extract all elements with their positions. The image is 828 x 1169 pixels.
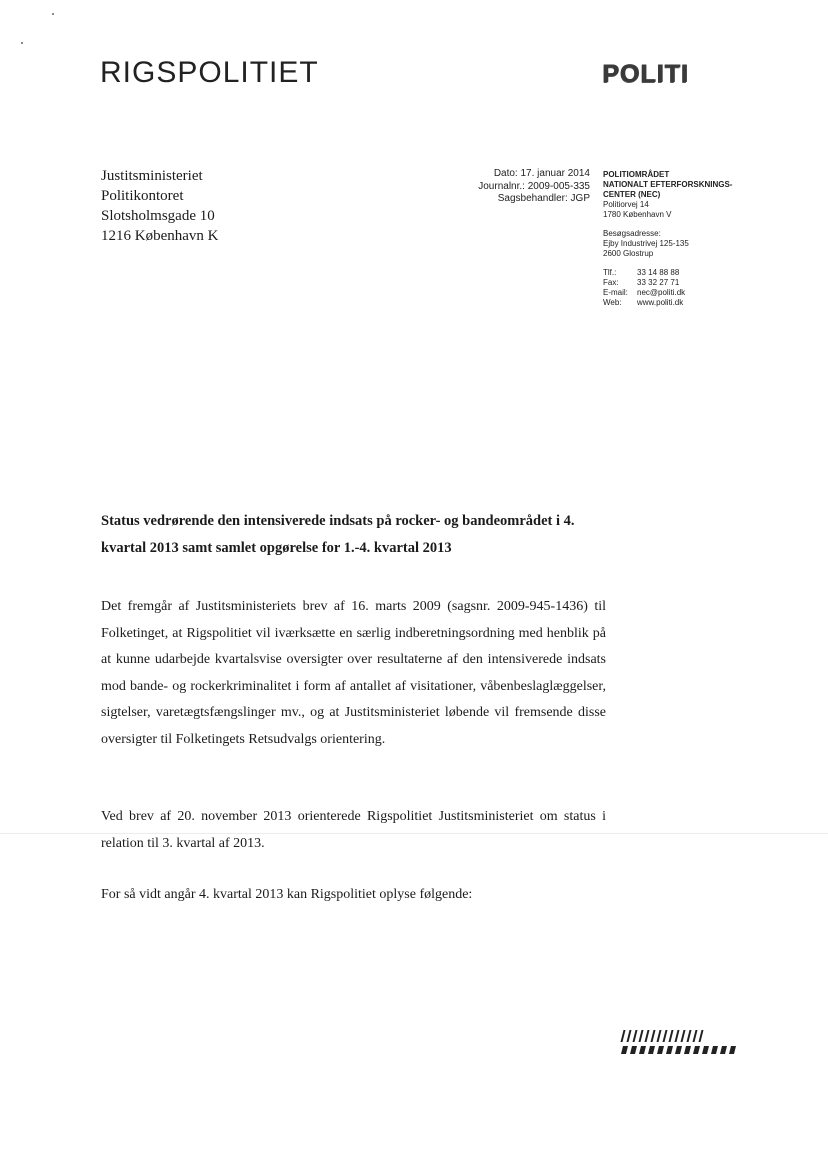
contact-label: Fax: <box>603 278 619 287</box>
letter-meta <box>478 168 590 206</box>
sender-address-line: Politiorvej 14 <box>603 200 649 209</box>
contact-phone <box>603 268 732 278</box>
page-barcode <box>622 1030 735 1054</box>
contact-value: www.politi.dk <box>637 298 684 307</box>
visit-address-line: Ejby Industrivej 125-135 <box>603 239 689 248</box>
contact-fax <box>603 278 732 288</box>
barcode-block <box>684 1046 691 1054</box>
letter-subject: Status vedrørende den intensiverede indsats på rocker- og bandeområdet i 4. kvartal 2013 samt samlet opgørelse for 1.-4. kvartal 2013 <box>101 513 575 556</box>
barcode-top-row <box>622 1030 735 1042</box>
contact-value: nec@politi.dk <box>637 288 686 297</box>
sender-block <box>603 170 732 308</box>
barcode-block <box>657 1046 664 1054</box>
recipient-line: Justitsministeriet <box>101 168 203 184</box>
barcode-bar <box>627 1030 632 1042</box>
barcode-block <box>729 1046 736 1054</box>
contact-label: Web: <box>603 298 622 307</box>
barcode-block <box>630 1046 637 1054</box>
visit-address-label: Besøgsadresse: <box>603 229 661 238</box>
barcode-block <box>702 1046 709 1054</box>
sender-unit-line: NATIONALT EFTERFORSKNINGS- <box>603 180 733 189</box>
barcode-bar <box>633 1030 638 1042</box>
recipient-line: 1216 København K <box>101 228 219 244</box>
barcode-block <box>666 1046 673 1054</box>
barcode-block <box>693 1046 700 1054</box>
visit-address-line: 2600 Glostrup <box>603 249 654 258</box>
barcode-block <box>675 1046 682 1054</box>
barcode-bar <box>699 1030 704 1042</box>
contact-email <box>603 288 732 298</box>
barcode-bar <box>657 1030 662 1042</box>
scan-speck <box>21 42 23 44</box>
recipient-address <box>101 166 218 246</box>
contact-value: 33 14 88 88 <box>637 268 680 277</box>
barcode-bar <box>639 1030 644 1042</box>
case-handler-line: Sagsbehandler: JGP <box>497 193 590 204</box>
barcode-block <box>621 1046 628 1054</box>
journal-number-line: Journalnr.: 2009-005-335 <box>478 180 590 192</box>
contact-value: 33 32 27 71 <box>637 278 680 287</box>
barcode-block <box>711 1046 718 1054</box>
barcode-bar <box>687 1030 692 1042</box>
sender-unit-line: CENTER (NEC) <box>603 190 661 199</box>
barcode-bar <box>645 1030 650 1042</box>
letterhead-title: RIGSPOLITIET <box>100 56 319 89</box>
barcode-bottom-row <box>622 1046 735 1054</box>
body-paragraph: Ved brev af 20. november 2013 orienterede Rigspolitiet Justitsministeriet om status i relation til 3. kvartal af 2013. <box>101 809 606 851</box>
contact-label: E-mail: <box>603 288 628 297</box>
politi-logo: POLITI <box>602 60 689 88</box>
barcode-bar <box>651 1030 656 1042</box>
barcode-bar <box>681 1030 686 1042</box>
barcode-block <box>648 1046 655 1054</box>
barcode-bar <box>693 1030 698 1042</box>
sender-address-line: 1780 København V <box>603 210 672 219</box>
barcode-bar <box>669 1030 674 1042</box>
barcode-bar <box>663 1030 668 1042</box>
barcode-bar <box>675 1030 680 1042</box>
recipient-line: Politikontoret <box>101 188 184 204</box>
scan-speck <box>52 13 54 15</box>
recipient-line: Slotsholmsgade 10 <box>101 208 215 224</box>
contact-web <box>603 298 732 308</box>
body-paragraph: For så vidt angår 4. kvartal 2013 kan Rigspolitiet oplyse følgende: <box>101 887 473 902</box>
barcode-block <box>639 1046 646 1054</box>
body-paragraph: Det fremgår af Justitsministeriets brev af 16. marts 2009 (sagsnr. 2009-945-1436) til Folketinget, at Rigspolitiet vil iværksætte en særlig indberetningsordning med henblik på at kunne udarbejde kvartalsvise oversigter over resultaterne af den intensiverede indsats mod bande- og rockerkriminalitet i form af antallet af visitationer, våbenbeslaglæggelser, sigtelser, varetægtsfængslinger mv., og at Justitsministeriet løbende vil fremsende disse oversigter til Folketingets Retsudvalgs orientering. <box>101 599 606 747</box>
barcode-block <box>720 1046 727 1054</box>
contact-label: Tlf.: <box>603 268 617 277</box>
date-line: Dato: 17. januar 2014 <box>493 168 590 179</box>
sender-unit-line: POLITIOMRÅDET <box>603 170 670 179</box>
barcode-bar <box>621 1030 626 1042</box>
